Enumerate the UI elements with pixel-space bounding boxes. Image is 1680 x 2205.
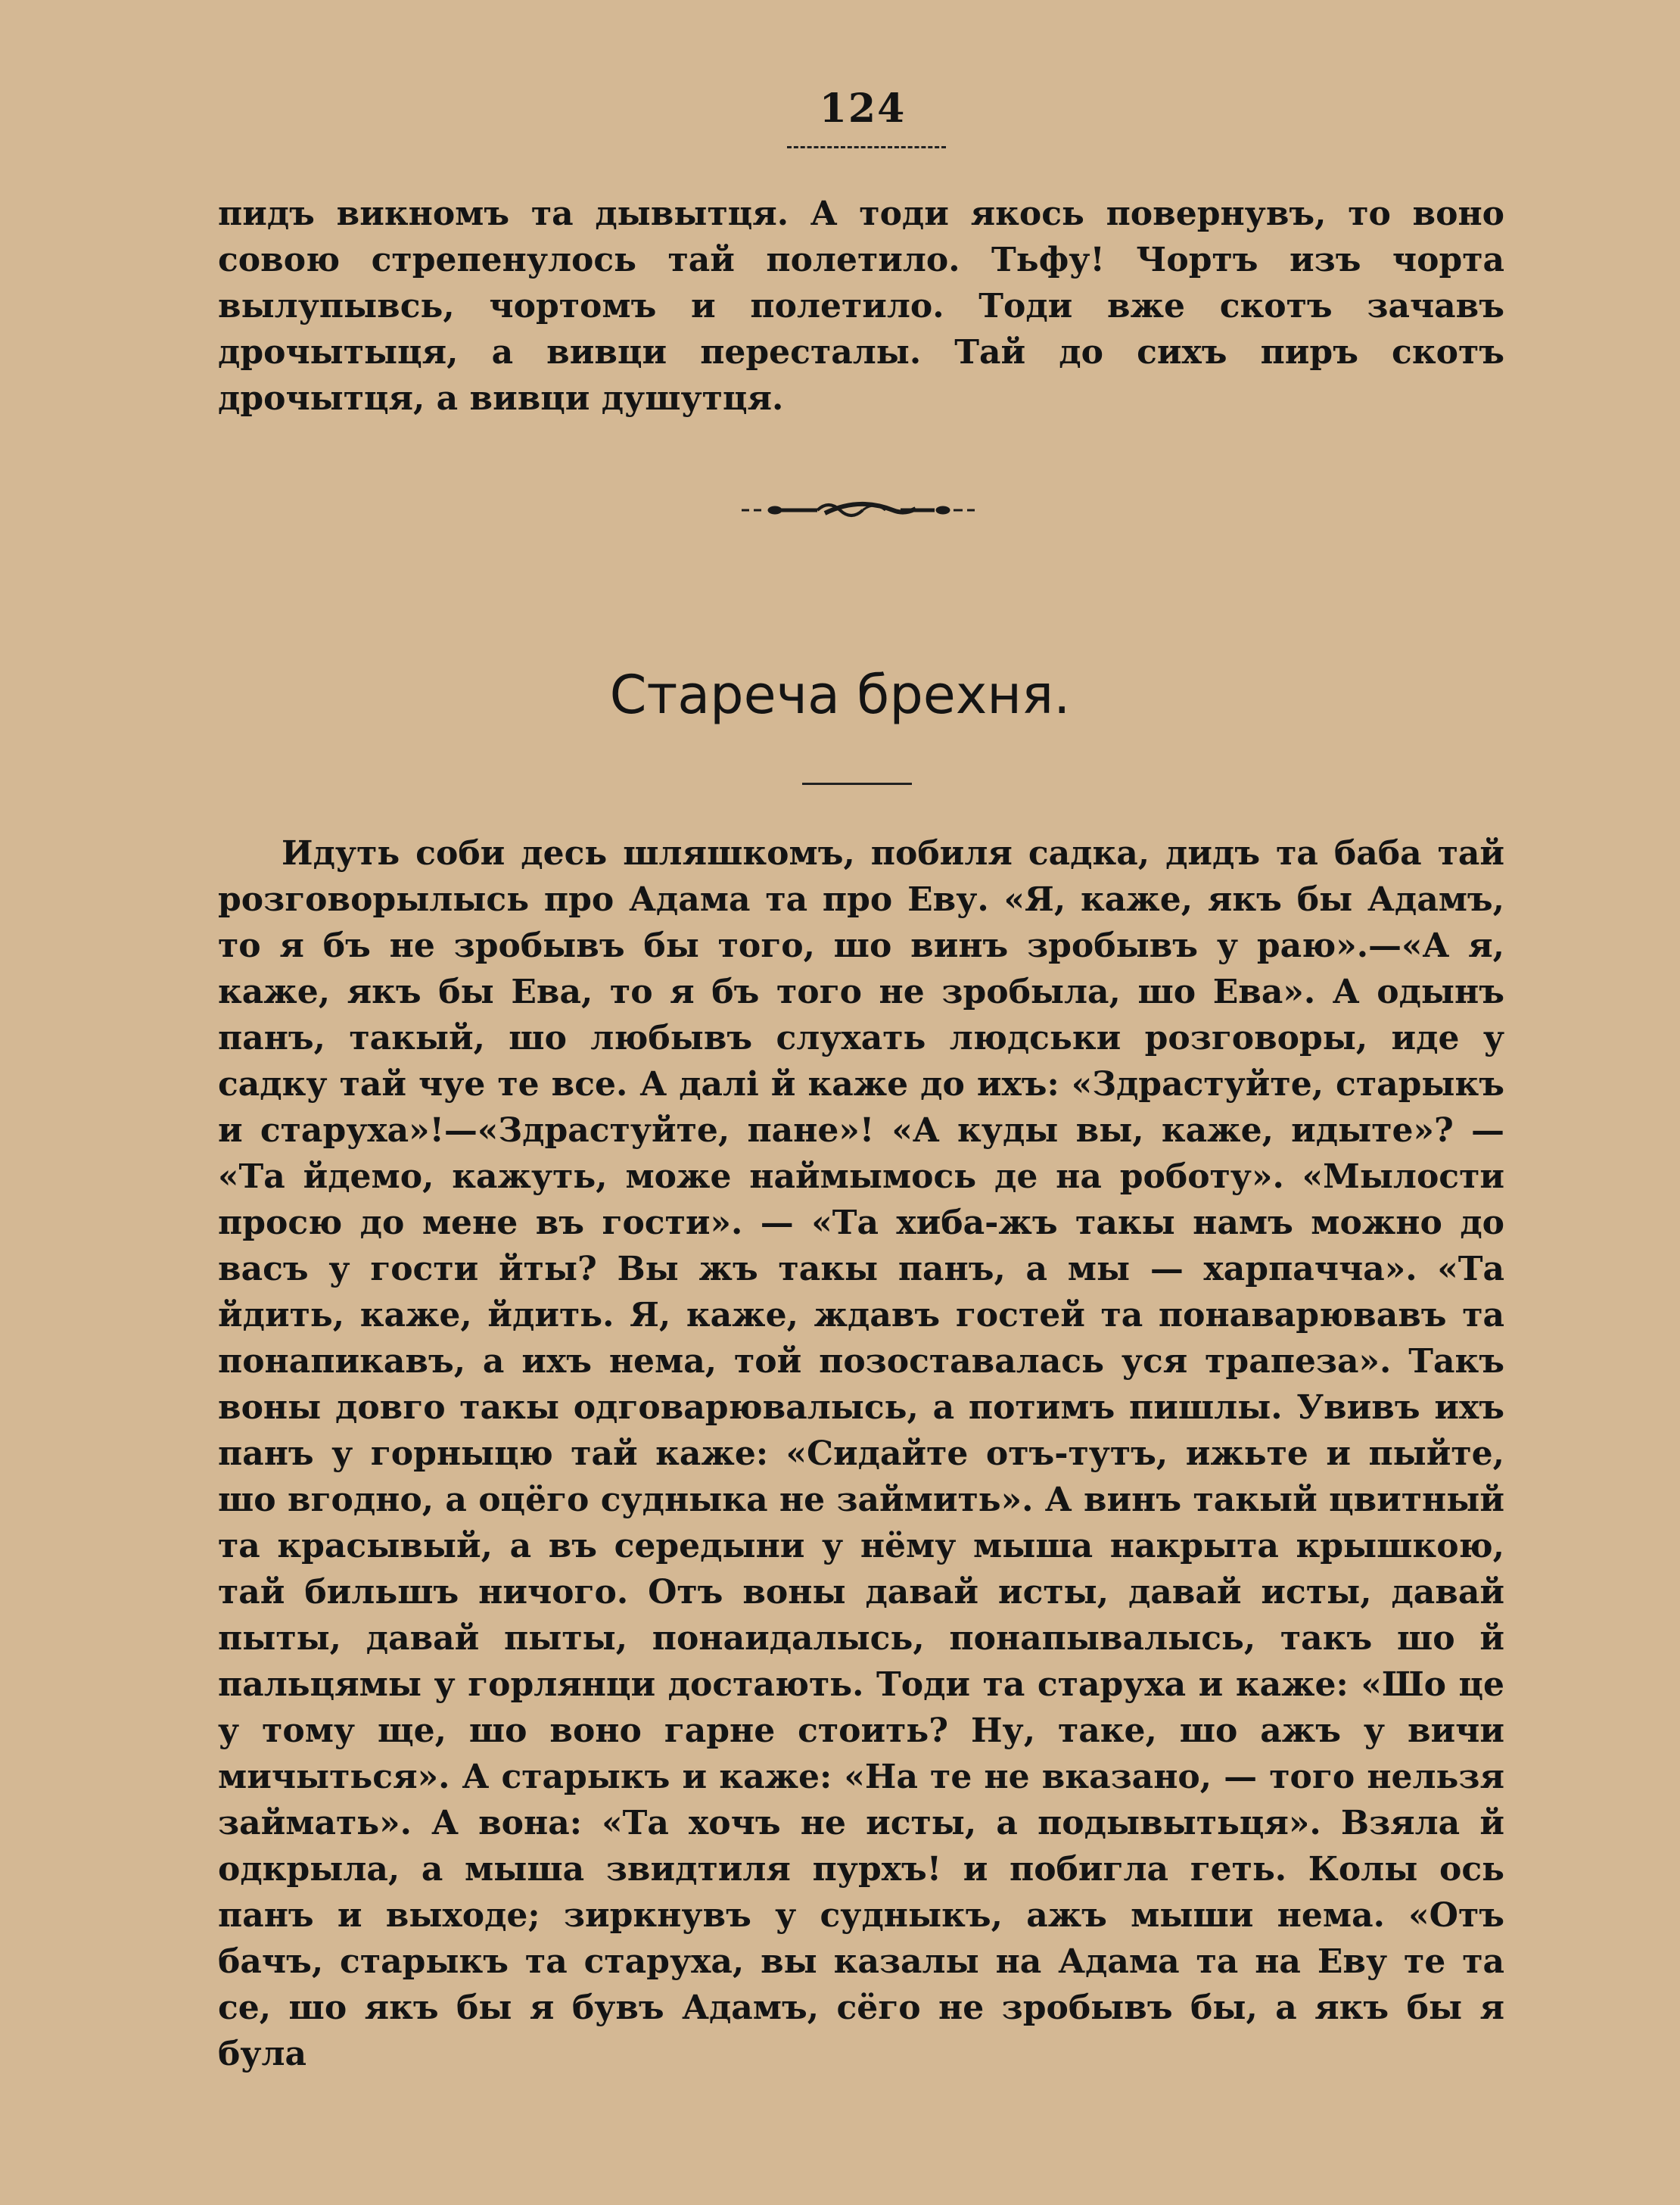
title-rule — [802, 783, 912, 785]
fleuron-divider-icon — [742, 495, 976, 525]
top-paragraph: пидъ викномъ та дывытця. А тоди якось повернувъ, то воно совою стрепенулось тай полетило. Тьфу! Чортъ изъ чорта вылупывсь, чортомъ и полетило. Тоди вже скотъ зачавъ дрочытыця, а вивци пересталы. Тай до сихъ пиръ скотъ дрочытця, а вивци душутця. — [218, 195, 1504, 418]
main-paragraph: Идуть соби десь шляшкомъ, побиля садка, дидъ та баба тай розговорылысь про Адама та про Еву. «Я, каже, якъ бы Адамъ, то я бъ не зробывъ бы того, шо винъ зробывъ у раю».—«А я, каже, якъ бы Ева, то я бъ того не зробыла, шо Ева». А одынъ панъ, такый, шо любывъ слухать людськи розговоры, иде у садку тай чуе те все. А далі й каже до ихъ: «Здрастуйте, старыкъ и старуха»!—«Здрастуйте, пане»! «А куды вы, каже, идыте»? — «Та йдемо, кажуть, може наймымось де на роботу». «Мылости просю до мене въ гости». — «Та хиба-жъ такы намъ можно до васъ у гости йты? Вы жъ такы панъ, а мы — харпачча». «Та йдить, каже, йдить. Я, каже, ждавъ гостей та понаварювавъ та понапикавъ, а ихъ нема, той позоставалась уся трапеза». Такъ воны довго такы одговарювалысь, а потимъ пишлы. Увивъ ихъ панъ у горныцю тай каже: «Сидайте отъ-тутъ, ижьте и пыйте, шо вгодно, а оцёго судныка не займить». А винъ такый цвитный та красывый, а въ середыни у нёму мыша накрыта крышкою, тай бильшъ ничого. Отъ воны давай исты, давай исты, давай пыты, давай пыты, понаидалысь, понапывалысь, такъ шо й пальцямы у горлянци достають. Тоди та старуха и каже: «Шо це у тому ще, шо воно гарне стоить? Ну, таке, шо ажъ у вичи мичыться». А старыкъ и каже: «На те не вказано, — того нельзя займать». А вона: «Та хочъ не исты, а подывытьця». Взяла й одкрыла, а мыша звидтиля пурхъ! и побигла геть. Колы ось панъ и выходе; зиркнувъ у судныкъ, ажъ мыши нема. «Отъ бачъ, старыкъ та старуха, вы казалы на Адама та на Еву те та се, шо якъ бы я бувъ Адамъ, сёго не зробывъ бы, а якъ бы я була — [218, 834, 1504, 2073]
page-number: 124 — [819, 86, 907, 132]
page-number-rule — [787, 146, 946, 148]
story-title: Стареча брехня. — [609, 664, 1071, 726]
